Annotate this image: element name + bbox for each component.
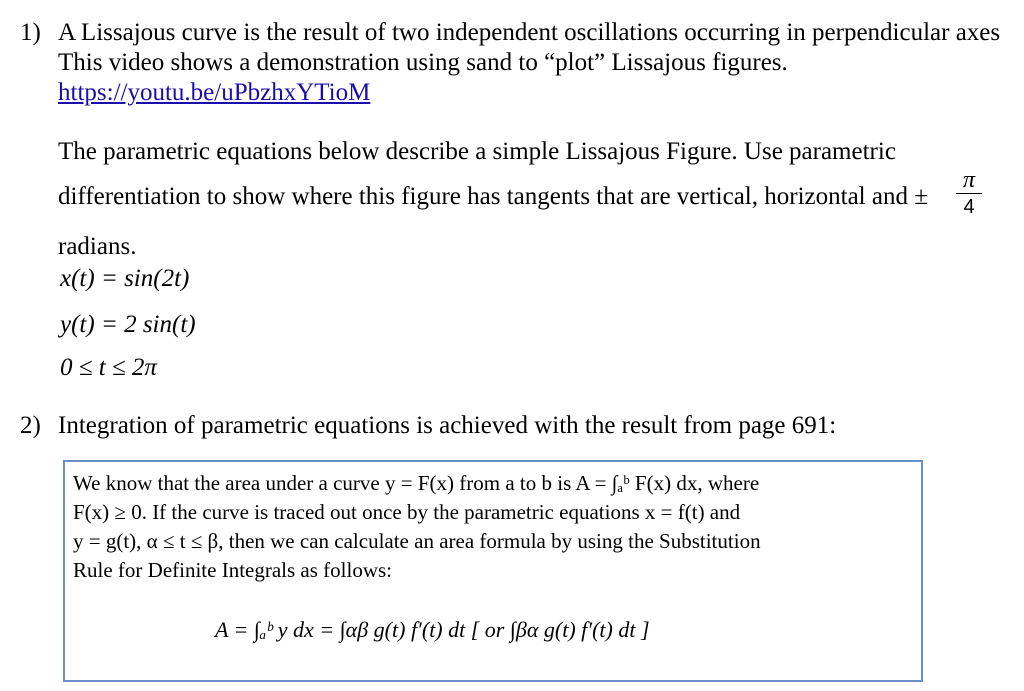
fraction-numerator: π <box>962 167 976 193</box>
q1-paragraph-2: differentiation to show where this figure has tangents that are vertical, horizontal and ± <box>58 183 928 210</box>
q1-line-1: A Lissajous curve is the result of two independent oscillations occurring in perpendicular axes <box>58 19 1001 46</box>
excerpt-line-4: Rule for Definite Integrals as follows: <box>73 558 392 582</box>
equation-y: y(t) = 2 sin(t) <box>60 311 196 338</box>
area-formula: A = ∫ₐᵇ y dx = ∫αβ g(t) f′(t) dt [ or ∫βα g(t) f′(t) dt ] <box>215 617 650 642</box>
fraction-bar <box>956 193 982 194</box>
pi-over-4-fraction <box>956 168 982 219</box>
q1-line-2: This video shows a demonstration using sand to “plot” Lissajous figures. <box>58 49 788 76</box>
q1-paragraph-1: The parametric equations below describe a simple Lissajous Figure. Use parametric <box>58 138 896 165</box>
equation-x: x(t) = sin(2t) <box>60 265 190 292</box>
excerpt-line-2: F(x) ≥ 0. If the curve is traced out once by the parametric equations x = f(t) and <box>73 500 741 524</box>
fraction-denominator: 4 <box>963 196 975 218</box>
excerpt-line-1: We know that the area under a curve y = F(x) from a to b is A = ∫ₐᵇ F(x) dx, where <box>73 471 760 495</box>
question-2-number: 2) <box>20 412 41 439</box>
q2-intro: Integration of parametric equations is achieved with the result from page 691: <box>58 412 837 439</box>
q1-paragraph-3: radians. <box>58 233 137 260</box>
equation-range: 0 ≤ t ≤ 2π <box>60 354 157 381</box>
textbook-excerpt-box <box>63 460 923 682</box>
video-link[interactable]: https://youtu.be/uPbzhxYTioM <box>58 79 371 106</box>
question-1-number: 1) <box>20 19 41 46</box>
excerpt-line-3: y = g(t), α ≤ t ≤ β, then we can calculate an area formula by using the Substitution <box>73 529 761 553</box>
